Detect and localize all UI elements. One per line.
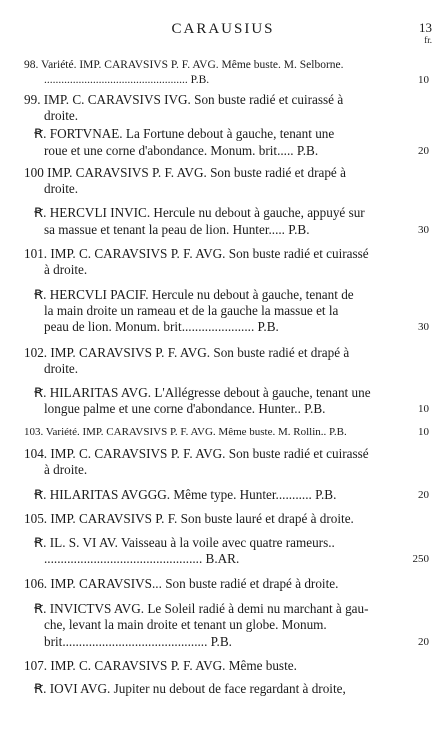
text-line: 102. IMP. CARAVSIVS P. F. AVG. Son buste radié et drapé à: [24, 345, 350, 360]
price: 30: [418, 224, 429, 236]
price: 10: [418, 403, 429, 415]
text-line: Ꞧ. IL. S. VI AV. Vaisseau à la voile avec quatre rameurs..: [34, 535, 335, 550]
text-line: 104. IMP. C. CARAVSIVS P. F. AVG. Son buste radié et cuirassé: [24, 446, 369, 461]
text-line: droite.: [44, 361, 79, 376]
text-line: 107. IMP. C. CARAVSIVS P. F. AVG. Même buste.: [24, 658, 297, 673]
price: 20: [418, 636, 429, 648]
text-line: 101. IMP. C. CARAVSIVS P. F. AVG. Son buste radié et cuirassé: [24, 246, 369, 261]
text-line: 106. IMP. CARAVSIVS... Son buste radié et drapé à droite.: [24, 576, 339, 591]
price: 250: [412, 553, 429, 565]
text-line: longue palme et une corne d'abondance. Hunter.. P.B.: [44, 401, 326, 416]
text-line: roue et une corne d'abondance. Monum. brit..... P.B.: [44, 143, 319, 158]
price: 20: [418, 489, 429, 501]
text-line: .................................................. P.B.: [44, 74, 210, 86]
text-line: Ꞧ. HERCVLI INVIC. Hercule nu debout à gauche, appuyé sur: [34, 205, 365, 220]
text-line: Ꞧ. HILARITAS AVGGG. Même type. Hunter........... P.B.: [34, 487, 337, 502]
text-line: 99. IMP. C. CARAVSIVS IVG. Son buste radié et cuirassé à: [24, 92, 344, 107]
text-line: à droite.: [44, 262, 88, 277]
running-title: CARAUSIUS: [171, 21, 275, 37]
text-line: droite.: [44, 108, 79, 123]
text-line: 98. Variété. IMP. CARAVSIVS P. F. AVG. Même buste. M. Selborne.: [24, 59, 344, 71]
price: 20: [418, 145, 429, 157]
text-line: Ꞧ. IOVI AVG. Jupiter nu debout de face regardant à droite,: [34, 681, 346, 696]
text-line: Ꞧ. HERCVLI PACIF. Hercule nu debout à gauche, tenant de: [34, 287, 354, 302]
text-line: droite.: [44, 181, 79, 196]
price: 10: [418, 74, 429, 86]
text-line: Ꞧ. INVICTVS AVG. Le Soleil radié à demi nu marchant à gau-: [34, 601, 369, 616]
text-line: 105. IMP. CARAVSIVS P. F. Son buste lauré et drapé à droite.: [24, 511, 354, 526]
text-line: brit............................................ P.B.: [44, 634, 232, 649]
text-line: che, levant la main droite et tenant un globe. Monum.: [44, 617, 327, 632]
currency-unit: fr.: [424, 35, 432, 45]
text-line: à droite.: [44, 462, 88, 477]
text-line: 103. Variété. IMP. CARAVSIVS P. F. AVG. Même buste. M. Rollin.. P.B.: [24, 426, 347, 438]
text-line: Ꞧ. FORTVNAE. La Fortune debout à gauche, tenant une: [34, 126, 335, 141]
text-line: ................................................ B.AR.: [44, 551, 240, 566]
text-line: 100 IMP. CARAVSIVS P. F. AVG. Son buste radié et drapé à: [24, 165, 346, 180]
text-line: Ꞧ. HILARITAS AVG. L'Allégresse debout à gauche, tenant une: [34, 385, 371, 400]
price: 10: [418, 426, 429, 438]
text-line: peau de lion. Monum. brit...................... P.B.: [44, 319, 279, 334]
price: 30: [418, 321, 429, 333]
text-line: la main droite un rameau et de la gauche la massue et la: [44, 303, 339, 318]
page-number-value: 13: [419, 20, 432, 35]
page-number: [419, 21, 432, 47]
text-line: sa massue et tenant la peau de lion. Hunter..... P.B.: [44, 222, 310, 237]
